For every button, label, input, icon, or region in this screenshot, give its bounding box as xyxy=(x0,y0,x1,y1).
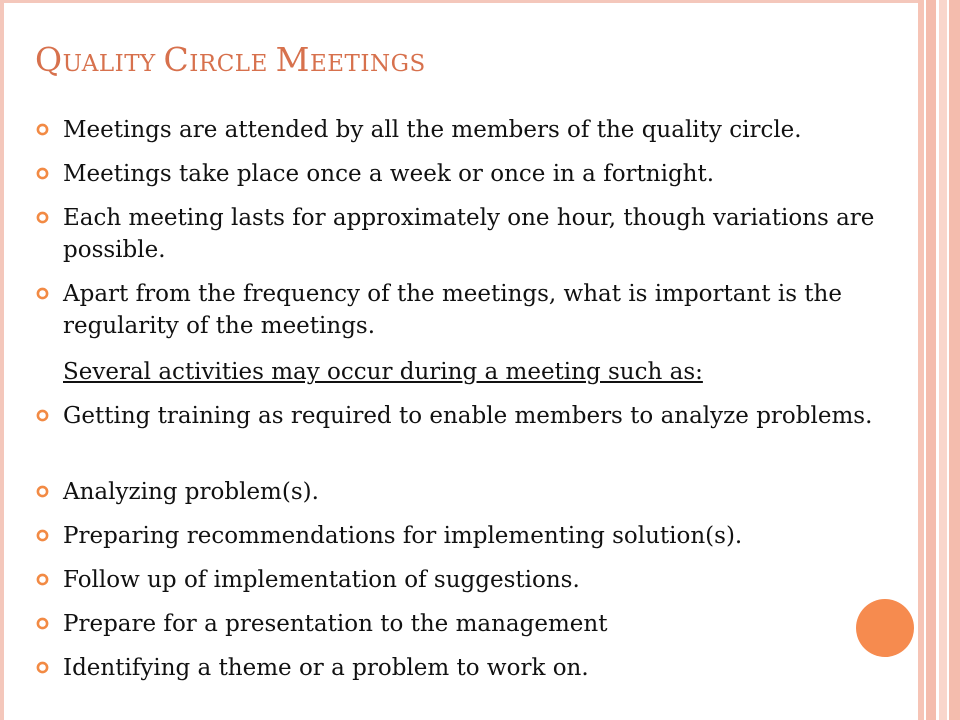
title-letter: C xyxy=(163,40,190,79)
bullet-icon xyxy=(36,287,49,300)
list-item: Each meeting lasts for approximately one hour, though variations are possible. xyxy=(63,205,875,263)
list-item: Apart from the frequency of the meetings, what is important is the regularity of the meetings. xyxy=(63,281,842,339)
bullet-icon xyxy=(36,211,49,224)
bullet-icon xyxy=(36,573,49,586)
bullet-icon xyxy=(36,529,49,542)
title-letter: Q xyxy=(35,40,63,79)
stripe xyxy=(949,0,960,720)
bullet-icon xyxy=(36,661,49,674)
title-smallcaps: UALITY xyxy=(62,51,164,77)
section-subheading: Several activities may occur during a meeting such as: xyxy=(63,359,703,385)
bullet-icon xyxy=(36,617,49,630)
list-item: Follow up of implementation of suggestions. xyxy=(63,567,580,593)
list-item: Getting training as required to enable members to analyze problems. xyxy=(63,403,873,429)
list-item: Meetings are attended by all the members of the quality circle. xyxy=(63,117,802,143)
stripe xyxy=(939,0,947,720)
bullet-icon xyxy=(36,485,49,498)
list-item: Identifying a theme or a problem to work on. xyxy=(63,655,589,681)
stripe xyxy=(926,0,936,720)
bullet-icon xyxy=(36,123,49,136)
title-smallcaps: IRCLE xyxy=(189,51,276,77)
title-smallcaps: EETINGS xyxy=(309,51,426,77)
list-item: Prepare for a presentation to the management xyxy=(63,611,608,637)
list-item: Analyzing problem(s). xyxy=(63,479,319,505)
bullet-icon xyxy=(36,409,49,422)
title-letter: M xyxy=(275,40,310,79)
decorative-stripes xyxy=(918,0,960,720)
bullet-icon xyxy=(36,167,49,180)
list-item: Preparing recommendations for implementing solution(s). xyxy=(63,523,743,549)
list-item: Meetings take place once a week or once in a fortnight. xyxy=(63,161,715,187)
